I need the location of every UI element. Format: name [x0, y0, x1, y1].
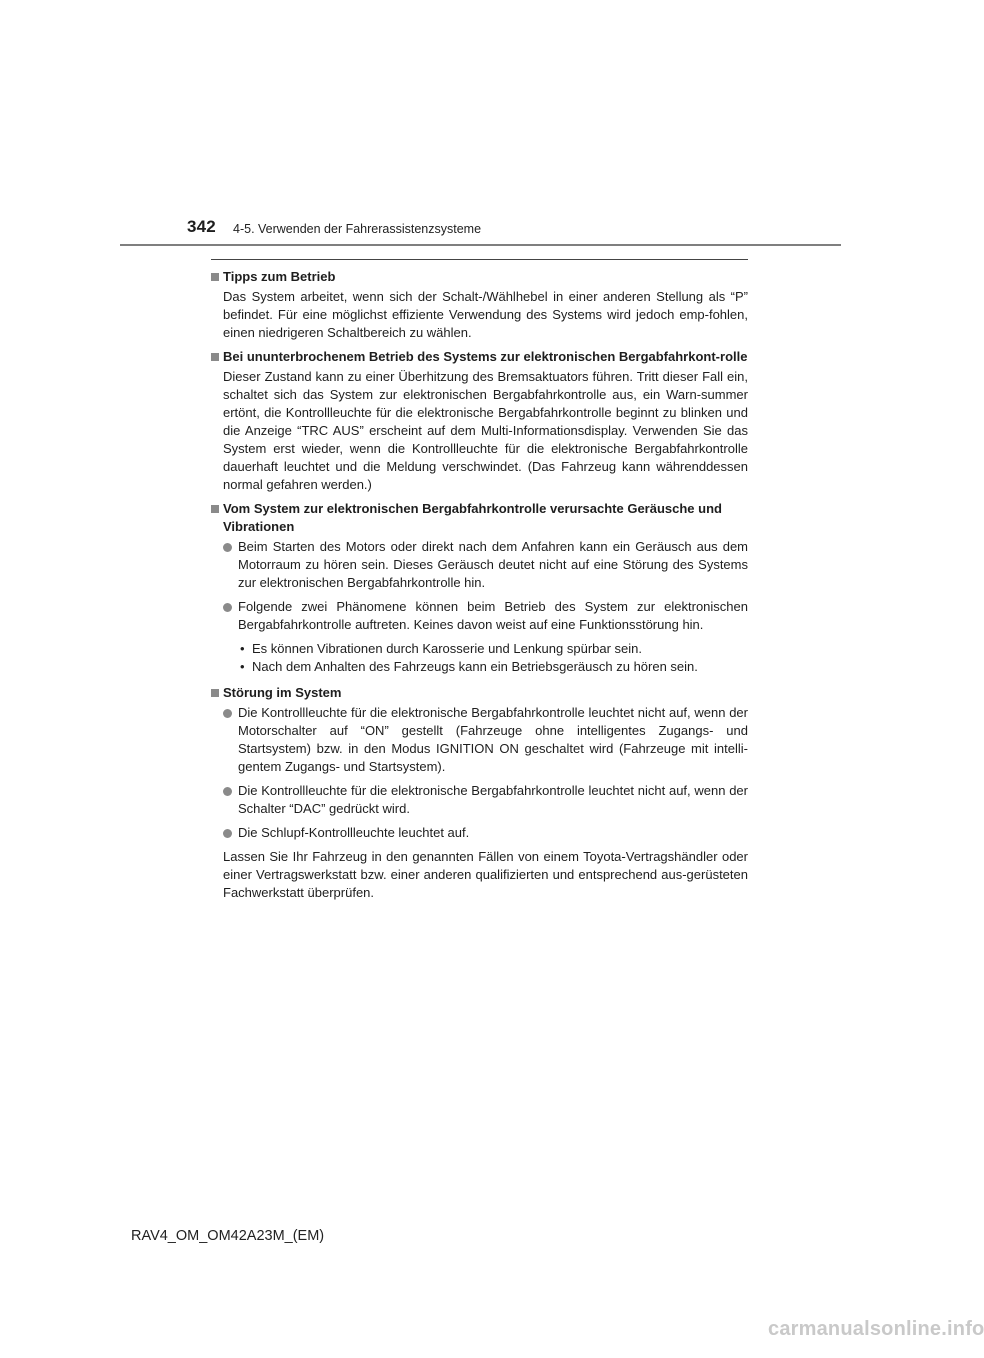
- watermark: carmanualsonline.info: [768, 1318, 984, 1340]
- section-noise-vibration: [211, 500, 748, 676]
- page-number: 342: [187, 217, 216, 236]
- header-divider: [120, 244, 841, 246]
- list-item: Die Kontrollleuchte für die elektronische Bergabfahrkontrolle leuchtet nicht auf, wenn der Schalter “DAC” gedrückt wird.: [223, 782, 748, 818]
- sub-list-item: • Nach dem Anhalten des Fahrzeugs kann ein Betriebsgeräusch zu hören sein.: [240, 659, 698, 674]
- section-heading: Bei ununterbrochenem Betrieb des Systems zur elektronischen Bergabfahrkont-rolle: [211, 348, 748, 366]
- section-paragraph: Das System arbeitet, wenn sich der Schalt-/Wählhebel in einer anderen Stellung als “P” befindet. Für eine möglichst effiziente Verwendung des Systems wird jedoch emp-fohlen, einen niedrigeren Schaltbereich zu wählen.: [223, 289, 748, 340]
- list-item: Beim Starten des Motors oder direkt nach dem Anfahren kann ein Geräusch aus dem Motorraum zu hören sein. Dieses Geräusch deutet nicht auf eine Störung des Systems zur elektronischen Bergabfahrkontrolle hin.: [223, 538, 748, 592]
- circle-bullet-icon: [223, 709, 232, 718]
- list-item: Folgende zwei Phänomene können beim Betrieb des System zur elektronischen Bergabfahrkontrolle auftreten. Keines davon weist auf eine Funktionsstörung hin.: [223, 598, 748, 634]
- section-heading: Vom System zur elektronischen Bergabfahrkontrolle verursachte Geräusche und Vibrationen: [211, 500, 748, 536]
- bullet-dot-icon: •: [240, 659, 245, 674]
- bullet-dot-icon: •: [240, 641, 245, 656]
- section-divider: [211, 259, 748, 260]
- page-content: [211, 268, 748, 908]
- square-bullet-icon: [211, 689, 219, 697]
- chapter-title: 4-5. Verwenden der Fahrerassistenzsysteme: [233, 222, 482, 236]
- circle-bullet-icon: [223, 829, 232, 838]
- section-heading: Störung im System: [211, 684, 748, 702]
- document-code: RAV4_OM_OM42A23M_(EM): [131, 1228, 325, 1244]
- section-tips: [211, 268, 748, 342]
- circle-bullet-icon: [223, 603, 232, 612]
- section-heading: Tipps zum Betrieb: [211, 268, 748, 286]
- circle-bullet-icon: [223, 787, 232, 796]
- square-bullet-icon: [211, 273, 219, 281]
- circle-bullet-icon: [223, 543, 232, 552]
- section-continuous-operation: [211, 348, 748, 494]
- square-bullet-icon: [211, 505, 219, 513]
- section-malfunction: [211, 684, 748, 902]
- sub-list: [238, 640, 748, 676]
- square-bullet-icon: [211, 353, 219, 361]
- list-item: Die Kontrollleuchte für die elektronische Bergabfahrkontrolle leuchtet nicht auf, wenn der Motorschalter auf “ON” gestellt (Fahrzeuge ohne intelligentes Zugangs- und Startsystem) bzw. in den Modus IGNITION ON geschaltet wird (Fahrzeuge mit intelli-gentem Zugangs- und Startsystem).: [223, 704, 748, 776]
- sub-list-item: • Es können Vibrationen durch Karosserie und Lenkung spürbar sein.: [240, 641, 643, 656]
- list-item: Die Schlupf-Kontrollleuchte leuchtet auf.: [223, 824, 748, 842]
- section-paragraph: Lassen Sie Ihr Fahrzeug in den genannten Fällen von einem Toyota-Vertragshändler oder einer Vertragswerkstatt bzw. einer anderen qualifizierten und entsprechend aus-gerüsteten Fachwerkstatt überprüfen.: [223, 849, 748, 900]
- section-paragraph: Dieser Zustand kann zu einer Überhitzung des Bremsaktuators führen. Tritt dieser Fall ein, schaltet sich das System zur elektronischen Bergabfahrkontrolle aus, ein Warn-summer ertönt, die Kontrollleuchte für die elektronische Bergabfahrkontrolle beginnt zu blinken und die Anzeige “TRC AUS” erscheint auf dem Multi-Informationsdisplay. Verwenden Sie das System erst wieder, wenn die Kontrollleuchte für die elektronische Bergabfahrkontrolle dauerhaft leuchtet und die Meldung verschwindet. (Das Fahrzeug kann währenddessen normal gefahren werden.): [223, 369, 748, 492]
